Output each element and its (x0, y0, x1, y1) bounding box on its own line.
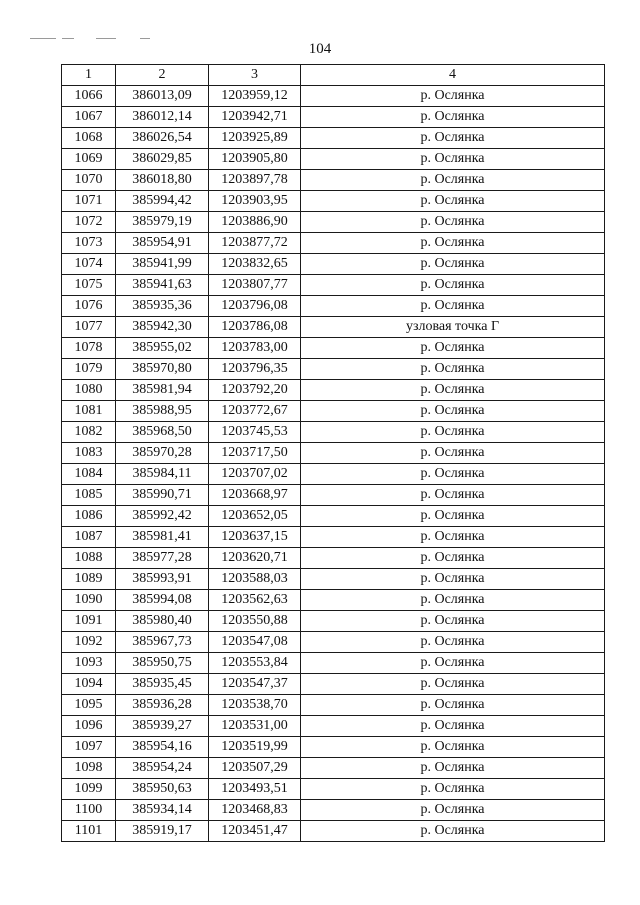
point-number-cell: 1093 (62, 653, 116, 674)
table-row (62, 527, 605, 548)
point-number-cell: 1101 (62, 821, 116, 842)
point-number-cell: 1083 (62, 443, 116, 464)
description-cell: р. Ослянка (301, 170, 605, 191)
table-row (62, 401, 605, 422)
table-row (62, 149, 605, 170)
point-number-cell: 1087 (62, 527, 116, 548)
x-coordinate-cell: 385941,63 (116, 275, 209, 296)
y-coordinate-cell: 1203807,77 (209, 275, 301, 296)
point-number-cell: 1096 (62, 716, 116, 737)
column-header-4: 4 (301, 65, 605, 86)
description-cell: р. Ослянка (301, 569, 605, 590)
y-coordinate-cell: 1203796,35 (209, 359, 301, 380)
x-coordinate-cell: 385954,91 (116, 233, 209, 254)
x-coordinate-cell: 385970,28 (116, 443, 209, 464)
description-cell: р. Ослянка (301, 296, 605, 317)
point-number-cell: 1100 (62, 800, 116, 821)
description-cell: р. Ослянка (301, 464, 605, 485)
point-number-cell: 1081 (62, 401, 116, 422)
y-coordinate-cell: 1203792,20 (209, 380, 301, 401)
table-row (62, 107, 605, 128)
x-coordinate-cell: 385992,42 (116, 506, 209, 527)
description-cell: р. Ослянка (301, 758, 605, 779)
description-cell: р. Ослянка (301, 800, 605, 821)
description-cell: р. Ослянка (301, 695, 605, 716)
point-number-cell: 1080 (62, 380, 116, 401)
x-coordinate-cell: 385981,94 (116, 380, 209, 401)
y-coordinate-cell: 1203783,00 (209, 338, 301, 359)
x-coordinate-cell: 386013,09 (116, 86, 209, 107)
description-cell: р. Ослянка (301, 401, 605, 422)
table-row (62, 380, 605, 401)
y-coordinate-cell: 1203637,15 (209, 527, 301, 548)
scan-artifact (62, 38, 74, 39)
coordinates-table (61, 64, 605, 842)
header-row (62, 65, 605, 86)
point-number-cell: 1068 (62, 128, 116, 149)
y-coordinate-cell: 1203550,88 (209, 611, 301, 632)
y-coordinate-cell: 1203547,37 (209, 674, 301, 695)
description-cell: р. Ослянка (301, 191, 605, 212)
x-coordinate-cell: 385935,36 (116, 296, 209, 317)
table-header (62, 65, 605, 86)
x-coordinate-cell: 385981,41 (116, 527, 209, 548)
point-number-cell: 1084 (62, 464, 116, 485)
description-cell: р. Ослянка (301, 590, 605, 611)
y-coordinate-cell: 1203652,05 (209, 506, 301, 527)
table-row (62, 317, 605, 338)
y-coordinate-cell: 1203538,70 (209, 695, 301, 716)
table-row (62, 443, 605, 464)
description-cell: р. Ослянка (301, 548, 605, 569)
x-coordinate-cell: 386029,85 (116, 149, 209, 170)
x-coordinate-cell: 385988,95 (116, 401, 209, 422)
column-header-2: 2 (116, 65, 209, 86)
description-cell: р. Ослянка (301, 737, 605, 758)
y-coordinate-cell: 1203547,08 (209, 632, 301, 653)
y-coordinate-cell: 1203620,71 (209, 548, 301, 569)
description-cell: р. Ослянка (301, 632, 605, 653)
description-cell: р. Ослянка (301, 107, 605, 128)
description-cell: р. Ослянка (301, 716, 605, 737)
point-number-cell: 1092 (62, 632, 116, 653)
point-number-cell: 1082 (62, 422, 116, 443)
table-row (62, 275, 605, 296)
y-coordinate-cell: 1203772,67 (209, 401, 301, 422)
table-row (62, 569, 605, 590)
table-row (62, 548, 605, 569)
description-cell: р. Ослянка (301, 380, 605, 401)
x-coordinate-cell: 385935,45 (116, 674, 209, 695)
point-number-cell: 1097 (62, 737, 116, 758)
x-coordinate-cell: 385939,27 (116, 716, 209, 737)
description-cell: р. Ослянка (301, 485, 605, 506)
description-cell: узловая точка Г (301, 317, 605, 338)
point-number-cell: 1070 (62, 170, 116, 191)
x-coordinate-cell: 385950,63 (116, 779, 209, 800)
table-row (62, 212, 605, 233)
table-row (62, 233, 605, 254)
x-coordinate-cell: 385994,08 (116, 590, 209, 611)
x-coordinate-cell: 385954,16 (116, 737, 209, 758)
point-number-cell: 1073 (62, 233, 116, 254)
y-coordinate-cell: 1203886,90 (209, 212, 301, 233)
y-coordinate-cell: 1203507,29 (209, 758, 301, 779)
scan-artifact (140, 38, 150, 39)
point-number-cell: 1071 (62, 191, 116, 212)
point-number-cell: 1076 (62, 296, 116, 317)
y-coordinate-cell: 1203925,89 (209, 128, 301, 149)
x-coordinate-cell: 385967,73 (116, 632, 209, 653)
table-row (62, 632, 605, 653)
table-row (62, 191, 605, 212)
x-coordinate-cell: 385993,91 (116, 569, 209, 590)
table-row (62, 128, 605, 149)
x-coordinate-cell: 385936,28 (116, 695, 209, 716)
x-coordinate-cell: 385984,11 (116, 464, 209, 485)
point-number-cell: 1099 (62, 779, 116, 800)
point-number-cell: 1091 (62, 611, 116, 632)
y-coordinate-cell: 1203493,51 (209, 779, 301, 800)
table-row (62, 338, 605, 359)
description-cell: р. Ослянка (301, 359, 605, 380)
column-header-3: 3 (209, 65, 301, 86)
point-number-cell: 1098 (62, 758, 116, 779)
description-cell: р. Ослянка (301, 821, 605, 842)
table-row (62, 653, 605, 674)
y-coordinate-cell: 1203519,99 (209, 737, 301, 758)
x-coordinate-cell: 385994,42 (116, 191, 209, 212)
point-number-cell: 1095 (62, 695, 116, 716)
table-row (62, 758, 605, 779)
x-coordinate-cell: 385980,40 (116, 611, 209, 632)
table-row (62, 485, 605, 506)
table-row (62, 254, 605, 275)
description-cell: р. Ослянка (301, 611, 605, 632)
y-coordinate-cell: 1203905,80 (209, 149, 301, 170)
x-coordinate-cell: 385970,80 (116, 359, 209, 380)
description-cell: р. Ослянка (301, 653, 605, 674)
table-row (62, 779, 605, 800)
y-coordinate-cell: 1203942,71 (209, 107, 301, 128)
table-row (62, 695, 605, 716)
y-coordinate-cell: 1203553,84 (209, 653, 301, 674)
point-number-cell: 1066 (62, 86, 116, 107)
description-cell: р. Ослянка (301, 128, 605, 149)
point-number-cell: 1085 (62, 485, 116, 506)
x-coordinate-cell: 385942,30 (116, 317, 209, 338)
description-cell: р. Ослянка (301, 779, 605, 800)
table-row (62, 506, 605, 527)
table-row (62, 737, 605, 758)
table-row (62, 716, 605, 737)
point-number-cell: 1086 (62, 506, 116, 527)
description-cell: р. Ослянка (301, 149, 605, 170)
point-number-cell: 1078 (62, 338, 116, 359)
x-coordinate-cell: 385955,02 (116, 338, 209, 359)
table-row (62, 86, 605, 107)
y-coordinate-cell: 1203903,95 (209, 191, 301, 212)
scan-artifact (96, 38, 116, 39)
point-number-cell: 1088 (62, 548, 116, 569)
description-cell: р. Ослянка (301, 212, 605, 233)
description-cell: р. Ослянка (301, 275, 605, 296)
table-row (62, 800, 605, 821)
x-coordinate-cell: 386012,14 (116, 107, 209, 128)
scan-artifact (30, 38, 56, 39)
y-coordinate-cell: 1203897,78 (209, 170, 301, 191)
table-row (62, 422, 605, 443)
description-cell: р. Ослянка (301, 527, 605, 548)
table-row (62, 170, 605, 191)
x-coordinate-cell: 385941,99 (116, 254, 209, 275)
description-cell: р. Ослянка (301, 233, 605, 254)
x-coordinate-cell: 386026,54 (116, 128, 209, 149)
point-number-cell: 1089 (62, 569, 116, 590)
description-cell: р. Ослянка (301, 674, 605, 695)
table-row (62, 611, 605, 632)
point-number-cell: 1079 (62, 359, 116, 380)
y-coordinate-cell: 1203959,12 (209, 86, 301, 107)
table-row (62, 296, 605, 317)
y-coordinate-cell: 1203668,97 (209, 485, 301, 506)
point-number-cell: 1074 (62, 254, 116, 275)
table-row (62, 590, 605, 611)
y-coordinate-cell: 1203468,83 (209, 800, 301, 821)
x-coordinate-cell: 385919,17 (116, 821, 209, 842)
table-row (62, 674, 605, 695)
point-number-cell: 1069 (62, 149, 116, 170)
y-coordinate-cell: 1203796,08 (209, 296, 301, 317)
point-number-cell: 1075 (62, 275, 116, 296)
y-coordinate-cell: 1203832,65 (209, 254, 301, 275)
x-coordinate-cell: 385977,28 (116, 548, 209, 569)
description-cell: р. Ослянка (301, 506, 605, 527)
x-coordinate-cell: 385950,75 (116, 653, 209, 674)
x-coordinate-cell: 385954,24 (116, 758, 209, 779)
y-coordinate-cell: 1203562,63 (209, 590, 301, 611)
x-coordinate-cell: 386018,80 (116, 170, 209, 191)
point-number-cell: 1072 (62, 212, 116, 233)
x-coordinate-cell: 385990,71 (116, 485, 209, 506)
y-coordinate-cell: 1203451,47 (209, 821, 301, 842)
y-coordinate-cell: 1203588,03 (209, 569, 301, 590)
x-coordinate-cell: 385934,14 (116, 800, 209, 821)
point-number-cell: 1090 (62, 590, 116, 611)
y-coordinate-cell: 1203745,53 (209, 422, 301, 443)
description-cell: р. Ослянка (301, 443, 605, 464)
table-row (62, 359, 605, 380)
table-row (62, 821, 605, 842)
description-cell: р. Ослянка (301, 86, 605, 107)
description-cell: р. Ослянка (301, 338, 605, 359)
table-body (62, 86, 605, 842)
point-number-cell: 1067 (62, 107, 116, 128)
y-coordinate-cell: 1203531,00 (209, 716, 301, 737)
x-coordinate-cell: 385979,19 (116, 212, 209, 233)
y-coordinate-cell: 1203717,50 (209, 443, 301, 464)
column-header-1: 1 (62, 65, 116, 86)
description-cell: р. Ослянка (301, 422, 605, 443)
y-coordinate-cell: 1203707,02 (209, 464, 301, 485)
description-cell: р. Ослянка (301, 254, 605, 275)
table-row (62, 464, 605, 485)
y-coordinate-cell: 1203786,08 (209, 317, 301, 338)
point-number-cell: 1077 (62, 317, 116, 338)
y-coordinate-cell: 1203877,72 (209, 233, 301, 254)
x-coordinate-cell: 385968,50 (116, 422, 209, 443)
point-number-cell: 1094 (62, 674, 116, 695)
page-number: 104 (308, 41, 332, 57)
